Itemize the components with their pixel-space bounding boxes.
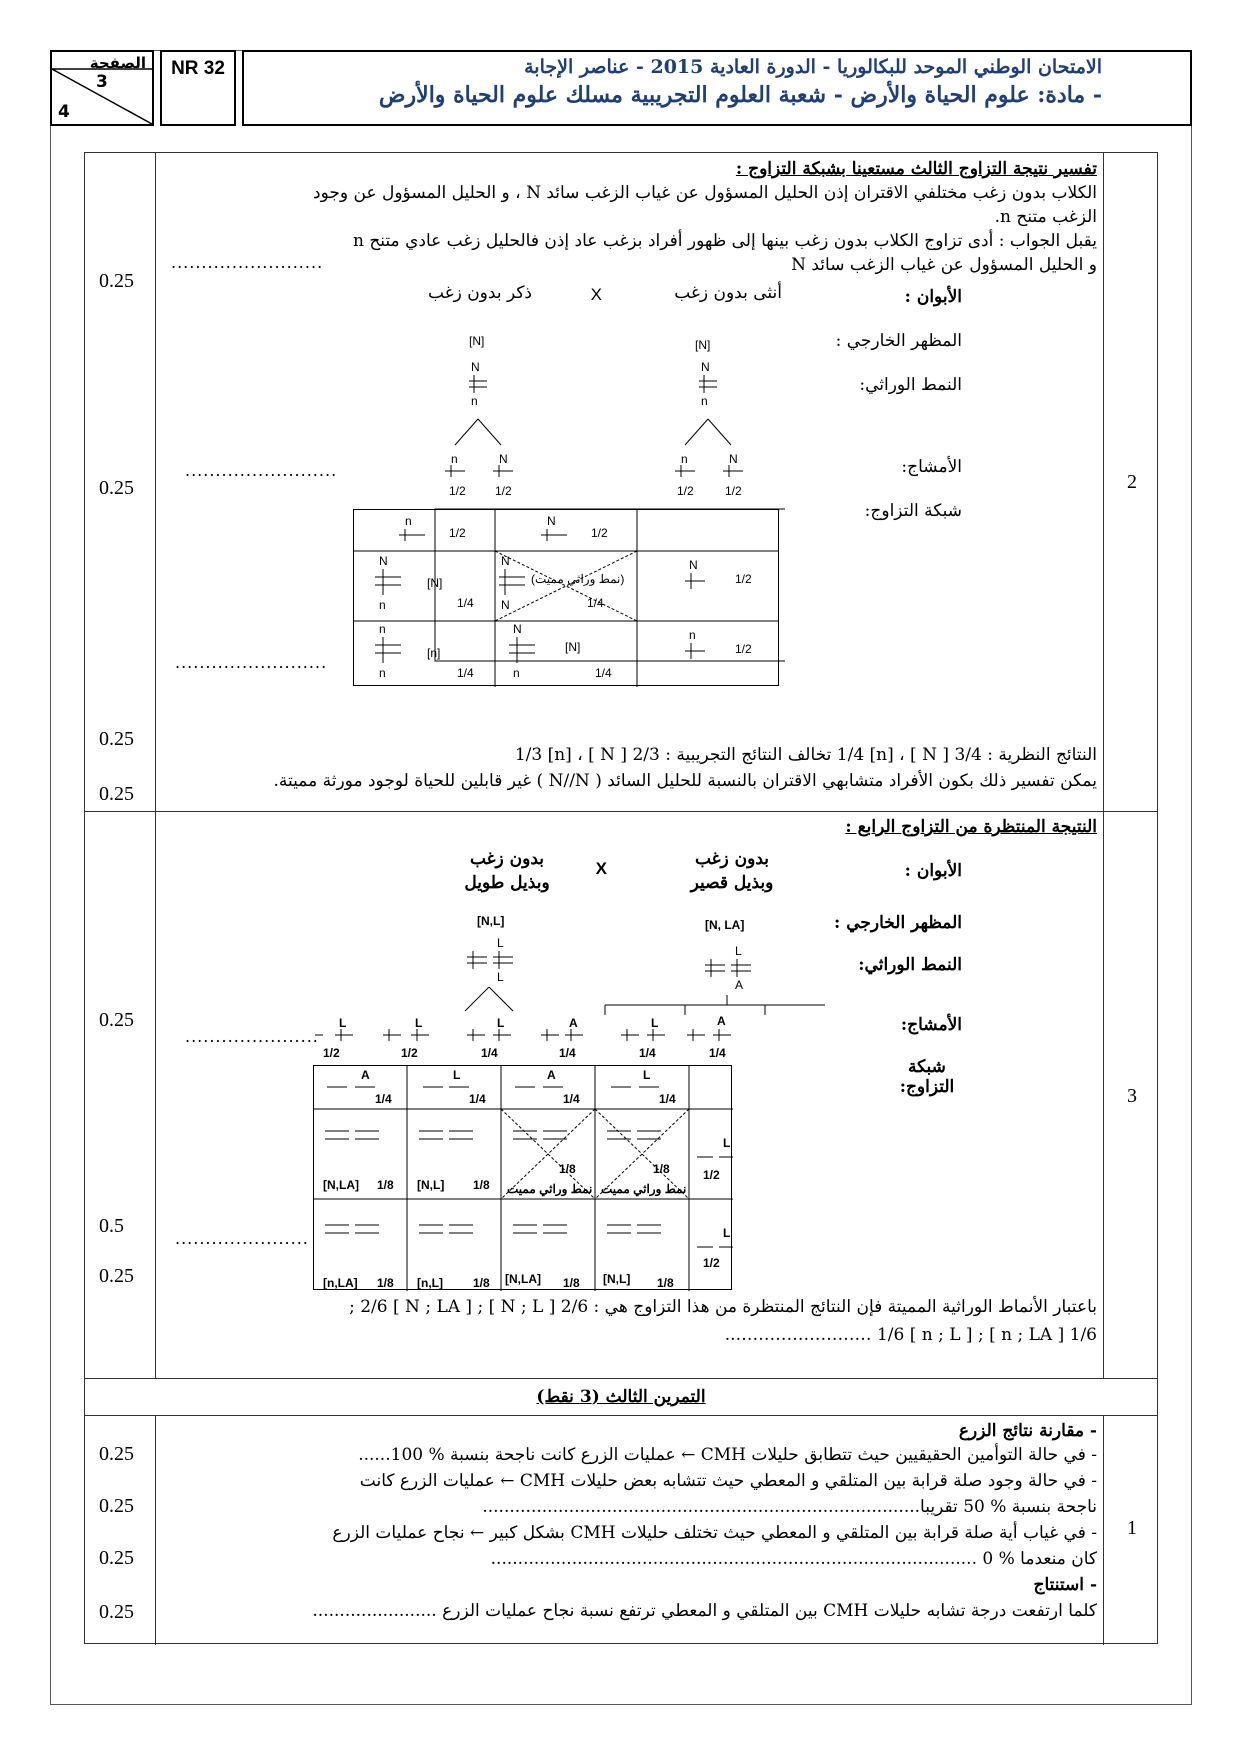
svg-text:N: N xyxy=(501,598,510,612)
ex3-line4: كلما ارتفعت درجة تشابه حليلات CMH بين المتلقي و المعطي ترتفع نسبة نجاح عمليات الزرع ....................... xyxy=(312,1601,1097,1621)
q2-para2-line1: يقبل الجواب : أدى تزاوج الكلاب بدون زغب بينها إلى ظهور أفراد بزغب عاد إذن فالحليل زغب عادي متنح n xyxy=(352,231,1097,251)
title-line-2: - مادة: علوم الحياة والأرض - شعبة العلوم التجريبية مسلك علوم الحياة والأرض xyxy=(378,82,1102,108)
q2-title: تفسير نتيجة التزاوج الثالث مستعينا بشبكة التزاوج : xyxy=(735,159,1097,179)
svg-text:N: N xyxy=(513,622,522,636)
svg-text:L: L xyxy=(643,1068,651,1082)
q2-score-3: 0.25 xyxy=(99,728,134,750)
q2-para2-line2: و الحليل المسؤول عن غياب الزغب سائد N xyxy=(791,255,1097,275)
q3-result-line1: باعتبار الأنماط الوراثية المميتة فإن النتائج المنتظرة من هذا التزاوج هي : 2/6 [ N ; L ] ; 2/6 [ N ; LA ] ; xyxy=(349,1297,1097,1317)
svg-text:N: N xyxy=(379,554,388,568)
q3-lethal-label-2: نمط وراثي مميت xyxy=(601,1182,687,1196)
q3-label-grid: شبكة التزاوج: xyxy=(899,1057,955,1097)
svg-text:1/8: 1/8 xyxy=(377,1276,394,1290)
svg-text:N: N xyxy=(471,360,480,374)
svg-text:[N,L]: [N,L] xyxy=(477,914,505,928)
svg-text:1/4: 1/4 xyxy=(563,1092,580,1106)
q3-result-line2: 1/6 [ n ; LA ] ; 1/6 [ n ; L ] …………………….. xyxy=(724,1325,1097,1345)
svg-text:L: L xyxy=(723,1136,731,1150)
svg-text:[N,L]: [N,L] xyxy=(417,1178,445,1192)
svg-text:1/4: 1/4 xyxy=(659,1092,676,1106)
svg-text:1/2: 1/2 xyxy=(703,1256,720,1270)
ex3-line2a: - في حالة وجود صلة قرابة بين المتلقي و المعطي حيث تتشابه بعض حليلات CMH ← عمليات الزرع كانت xyxy=(359,1471,1097,1491)
svg-text:1/4: 1/4 xyxy=(457,596,474,610)
svg-text:n: n xyxy=(513,666,520,680)
q3-cross: X xyxy=(595,859,607,878)
q2-label-phenotype: المظهر الخارجي : xyxy=(835,331,962,351)
page-number-box xyxy=(50,50,154,126)
question-number-3: 3 xyxy=(1127,1085,1137,1107)
svg-text:1/4: 1/4 xyxy=(481,1046,498,1060)
svg-text:[N,LA]: [N,LA] xyxy=(323,1178,359,1192)
q2-male-genotype xyxy=(469,360,487,408)
page-total: 4 xyxy=(58,102,70,122)
svg-text:n: n xyxy=(405,514,412,528)
ex3-sub1: - مقارنة نتائج الزرع xyxy=(958,1421,1097,1441)
svg-text:A: A xyxy=(717,1014,726,1028)
ex3-score-1: 0.25 xyxy=(99,1443,134,1465)
svg-text:1/8: 1/8 xyxy=(473,1178,490,1192)
q2-label-parents: الأبوان : xyxy=(904,287,962,307)
q2-female-genotype xyxy=(699,360,717,408)
svg-text:1/2: 1/2 xyxy=(677,484,694,498)
row-divider-3 xyxy=(85,1415,1157,1416)
q3-label-gametes: الأمشاج: xyxy=(900,1015,962,1035)
page-header xyxy=(50,50,1192,126)
svg-text:1/4: 1/4 xyxy=(587,596,604,610)
svg-text:L: L xyxy=(415,1016,423,1030)
ex3-sub2: - استنتاج xyxy=(1033,1575,1097,1595)
svg-text:[N,L]: [N,L] xyxy=(603,1272,631,1286)
svg-text:1/8: 1/8 xyxy=(657,1276,674,1290)
q3-title: النتيجة المنتظرة من التزاوج الرابع : xyxy=(845,817,1097,837)
svg-text:1/2: 1/2 xyxy=(495,484,512,498)
svg-text:1/4: 1/4 xyxy=(457,666,474,680)
q3-parent1-line2: وبذيل قصير xyxy=(690,873,774,893)
q2-score-2: 0.25 xyxy=(99,477,134,499)
q3-dots-2: ...................... xyxy=(175,1229,309,1248)
q2-result-line1: النتائج النظرية : 3/4 [ N ] ، 1/4 [n] تخالف النتائج التجريبية : 2/3 [ N ] ، 1/3 [n] xyxy=(514,745,1097,765)
svg-text:1/4: 1/4 xyxy=(639,1046,656,1060)
ex3-score-4: 0.25 xyxy=(99,1601,134,1623)
q3-gametes xyxy=(315,1013,835,1063)
row-divider-2 xyxy=(85,1378,1157,1379)
q2-score-1: 0.25 xyxy=(99,270,134,292)
q2-cross: X xyxy=(590,285,602,304)
ex3-score-3: 0.25 xyxy=(99,1547,134,1569)
number-column-line-2 xyxy=(1103,1415,1104,1645)
q2-score-4: 0.25 xyxy=(99,783,134,805)
svg-text:1/2: 1/2 xyxy=(725,484,742,498)
svg-text:A: A xyxy=(361,1068,370,1082)
q2-lethal-label: (نمط وراثي مميت) xyxy=(531,572,625,586)
q2-para1-line2: الزغب متنح n. xyxy=(994,207,1097,227)
svg-text:1/4: 1/4 xyxy=(375,1092,392,1106)
svg-text:n: n xyxy=(681,452,688,466)
row-divider-1 xyxy=(85,811,1157,812)
q2-result-line2: يمكن تفسير ذلك بكون الأفراد متشابهي الاقتران بالنسبة للحليل السائد ( N//N ) غير قابلين للحياة لوجود مورثة مميتة. xyxy=(273,771,1097,791)
q3-parent1-line1: بدون زغب xyxy=(694,849,770,869)
svg-text:L: L xyxy=(497,970,504,984)
q3-label-parents: الأبوان : xyxy=(904,861,962,881)
svg-text:[N]: [N] xyxy=(565,640,581,654)
svg-text:1/4: 1/4 xyxy=(469,1092,486,1106)
q3-score-2: 0.5 xyxy=(99,1215,124,1237)
q2-gametes xyxy=(445,452,743,498)
svg-text:[N]: [N] xyxy=(427,576,443,590)
svg-text:n: n xyxy=(471,394,478,408)
svg-text:1/8: 1/8 xyxy=(563,1276,580,1290)
q2-label-gametes: الأمشاج: xyxy=(901,457,962,477)
svg-text:A: A xyxy=(569,1016,578,1030)
svg-text:L: L xyxy=(735,944,742,958)
svg-text:1/2: 1/2 xyxy=(449,484,466,498)
q3-parent2-line2: وبذيل طويل xyxy=(464,873,550,893)
q2-label-genotype: النمط الوراثي: xyxy=(859,375,962,395)
svg-text:N: N xyxy=(501,554,510,568)
page-label: الصفحة xyxy=(89,54,146,72)
svg-text:A: A xyxy=(735,978,744,992)
ex3-heading: التمرين الثالث (3 نقط) xyxy=(536,1387,706,1407)
q2-pheno-female: [N] xyxy=(695,338,711,352)
answer-table xyxy=(84,152,1158,1644)
ex3-line2b: ناجحة بنسبة % 50 تقريبا................................................................................. xyxy=(482,1497,1097,1517)
q2-dots-1: ......................... xyxy=(171,253,324,272)
q3-label-phenotype: المظهر الخارجي : xyxy=(834,913,962,933)
question-number-1: 1 xyxy=(1127,1517,1137,1539)
svg-text:N: N xyxy=(729,452,738,466)
q3-punnett-square xyxy=(313,1065,733,1291)
svg-text:N: N xyxy=(547,514,556,528)
score-column-line xyxy=(155,153,156,1378)
svg-text:N: N xyxy=(689,558,698,572)
svg-text:1/8: 1/8 xyxy=(559,1162,576,1176)
svg-text:L: L xyxy=(723,1226,731,1240)
svg-text:1/8: 1/8 xyxy=(653,1162,670,1176)
svg-text:1/8: 1/8 xyxy=(377,1178,394,1192)
ex3-line3a: - في غياب أية صلة قرابة بين المتلقي و المعطي حيث تختلف حليلات CMH بشكل كبير ← نجاح عمليات الزرع xyxy=(332,1523,1097,1543)
svg-text:[N, LA]: [N, LA] xyxy=(705,918,745,932)
ex3-score-2: 0.25 xyxy=(99,1495,134,1517)
svg-text:n: n xyxy=(379,598,386,612)
svg-text:1/4: 1/4 xyxy=(595,666,612,680)
q2-male: ذكر بدون زغب xyxy=(428,283,532,303)
svg-text:1/4: 1/4 xyxy=(709,1046,726,1060)
q3-label-genotype: النمط الوراثي: xyxy=(858,955,962,975)
q3-gamete-arrows xyxy=(465,987,825,1015)
q3-parent2-line1: بدون زغب xyxy=(469,849,545,869)
svg-text:[n]: [n] xyxy=(427,646,441,660)
question-number-2: 2 xyxy=(1127,471,1137,493)
svg-text:N: N xyxy=(701,360,710,374)
svg-text:1/8: 1/8 xyxy=(473,1276,490,1290)
q3-parent1-genotype xyxy=(705,944,751,992)
title-box xyxy=(242,50,1192,126)
svg-text:n: n xyxy=(689,628,696,642)
svg-text:[n,LA]: [n,LA] xyxy=(323,1276,358,1290)
svg-text:n: n xyxy=(451,452,458,466)
svg-text:A: A xyxy=(547,1068,556,1082)
q3-score-1: 0.25 xyxy=(99,1009,134,1031)
q2-punnett-square xyxy=(353,509,783,687)
q3-score-3: 0.25 xyxy=(99,1265,134,1287)
svg-text:N: N xyxy=(499,452,508,466)
number-column-line xyxy=(1103,153,1104,1378)
svg-text:1/2: 1/2 xyxy=(401,1046,418,1060)
svg-text:1/2: 1/2 xyxy=(735,572,752,586)
svg-text:L: L xyxy=(651,1016,659,1030)
q2-para1-line1: الكلاب بدون زغب مختلفي الاقتران إذن الحليل المسؤول عن غياب الزغب سائد N ، و الحليل المسؤول عن وجود xyxy=(313,183,1097,203)
svg-text:n: n xyxy=(701,394,708,408)
q2-pheno-male: [N] xyxy=(469,334,485,348)
svg-text:1/2: 1/2 xyxy=(735,642,752,656)
q2-dots-2: ......................... xyxy=(185,461,338,480)
svg-text:1/2: 1/2 xyxy=(591,526,608,540)
q2-dots-3: ......................... xyxy=(175,653,328,672)
svg-text:1/2: 1/2 xyxy=(703,1168,720,1182)
q2-female: أنثى بدون زغب xyxy=(674,283,782,303)
svg-text:1/2: 1/2 xyxy=(323,1046,340,1060)
svg-text:L: L xyxy=(497,1016,505,1030)
ex3-line1: - في حالة التوأمين الحقيقيين حيث تتطابق حليلات CMH ← عمليات الزرع كانت ناجحة بنسبة % 100...... xyxy=(358,1445,1097,1465)
svg-text:[N,LA]: [N,LA] xyxy=(505,1272,541,1286)
svg-text:n: n xyxy=(379,666,386,680)
svg-text:[n,L]: [n,L] xyxy=(417,1276,443,1290)
title-line-1: الامتحان الوطني الموحد للبكالوريا - الدورة العادية 2015 - عناصر الإجابة xyxy=(524,56,1102,78)
svg-text:L: L xyxy=(497,936,504,950)
svg-text:L: L xyxy=(339,1016,347,1030)
exam-code: NR 32 xyxy=(160,50,236,126)
svg-text:1/4: 1/4 xyxy=(559,1046,576,1060)
svg-text:n: n xyxy=(379,622,386,636)
q3-parent2-genotype xyxy=(467,936,513,984)
q3-dots-1: ...................... xyxy=(185,1027,319,1046)
svg-text:L: L xyxy=(453,1068,461,1082)
q3-lethal-label-1: نمط وراثي مميت xyxy=(507,1182,593,1196)
ex3-line3b: كان منعدما % 0 .......................................................................................... xyxy=(490,1549,1097,1569)
page-number: 3 xyxy=(96,72,108,92)
q2-gamete-arrows xyxy=(455,419,731,445)
svg-text:1/2: 1/2 xyxy=(449,526,466,540)
q2-label-grid: شبكة التزاوج: xyxy=(864,501,962,521)
